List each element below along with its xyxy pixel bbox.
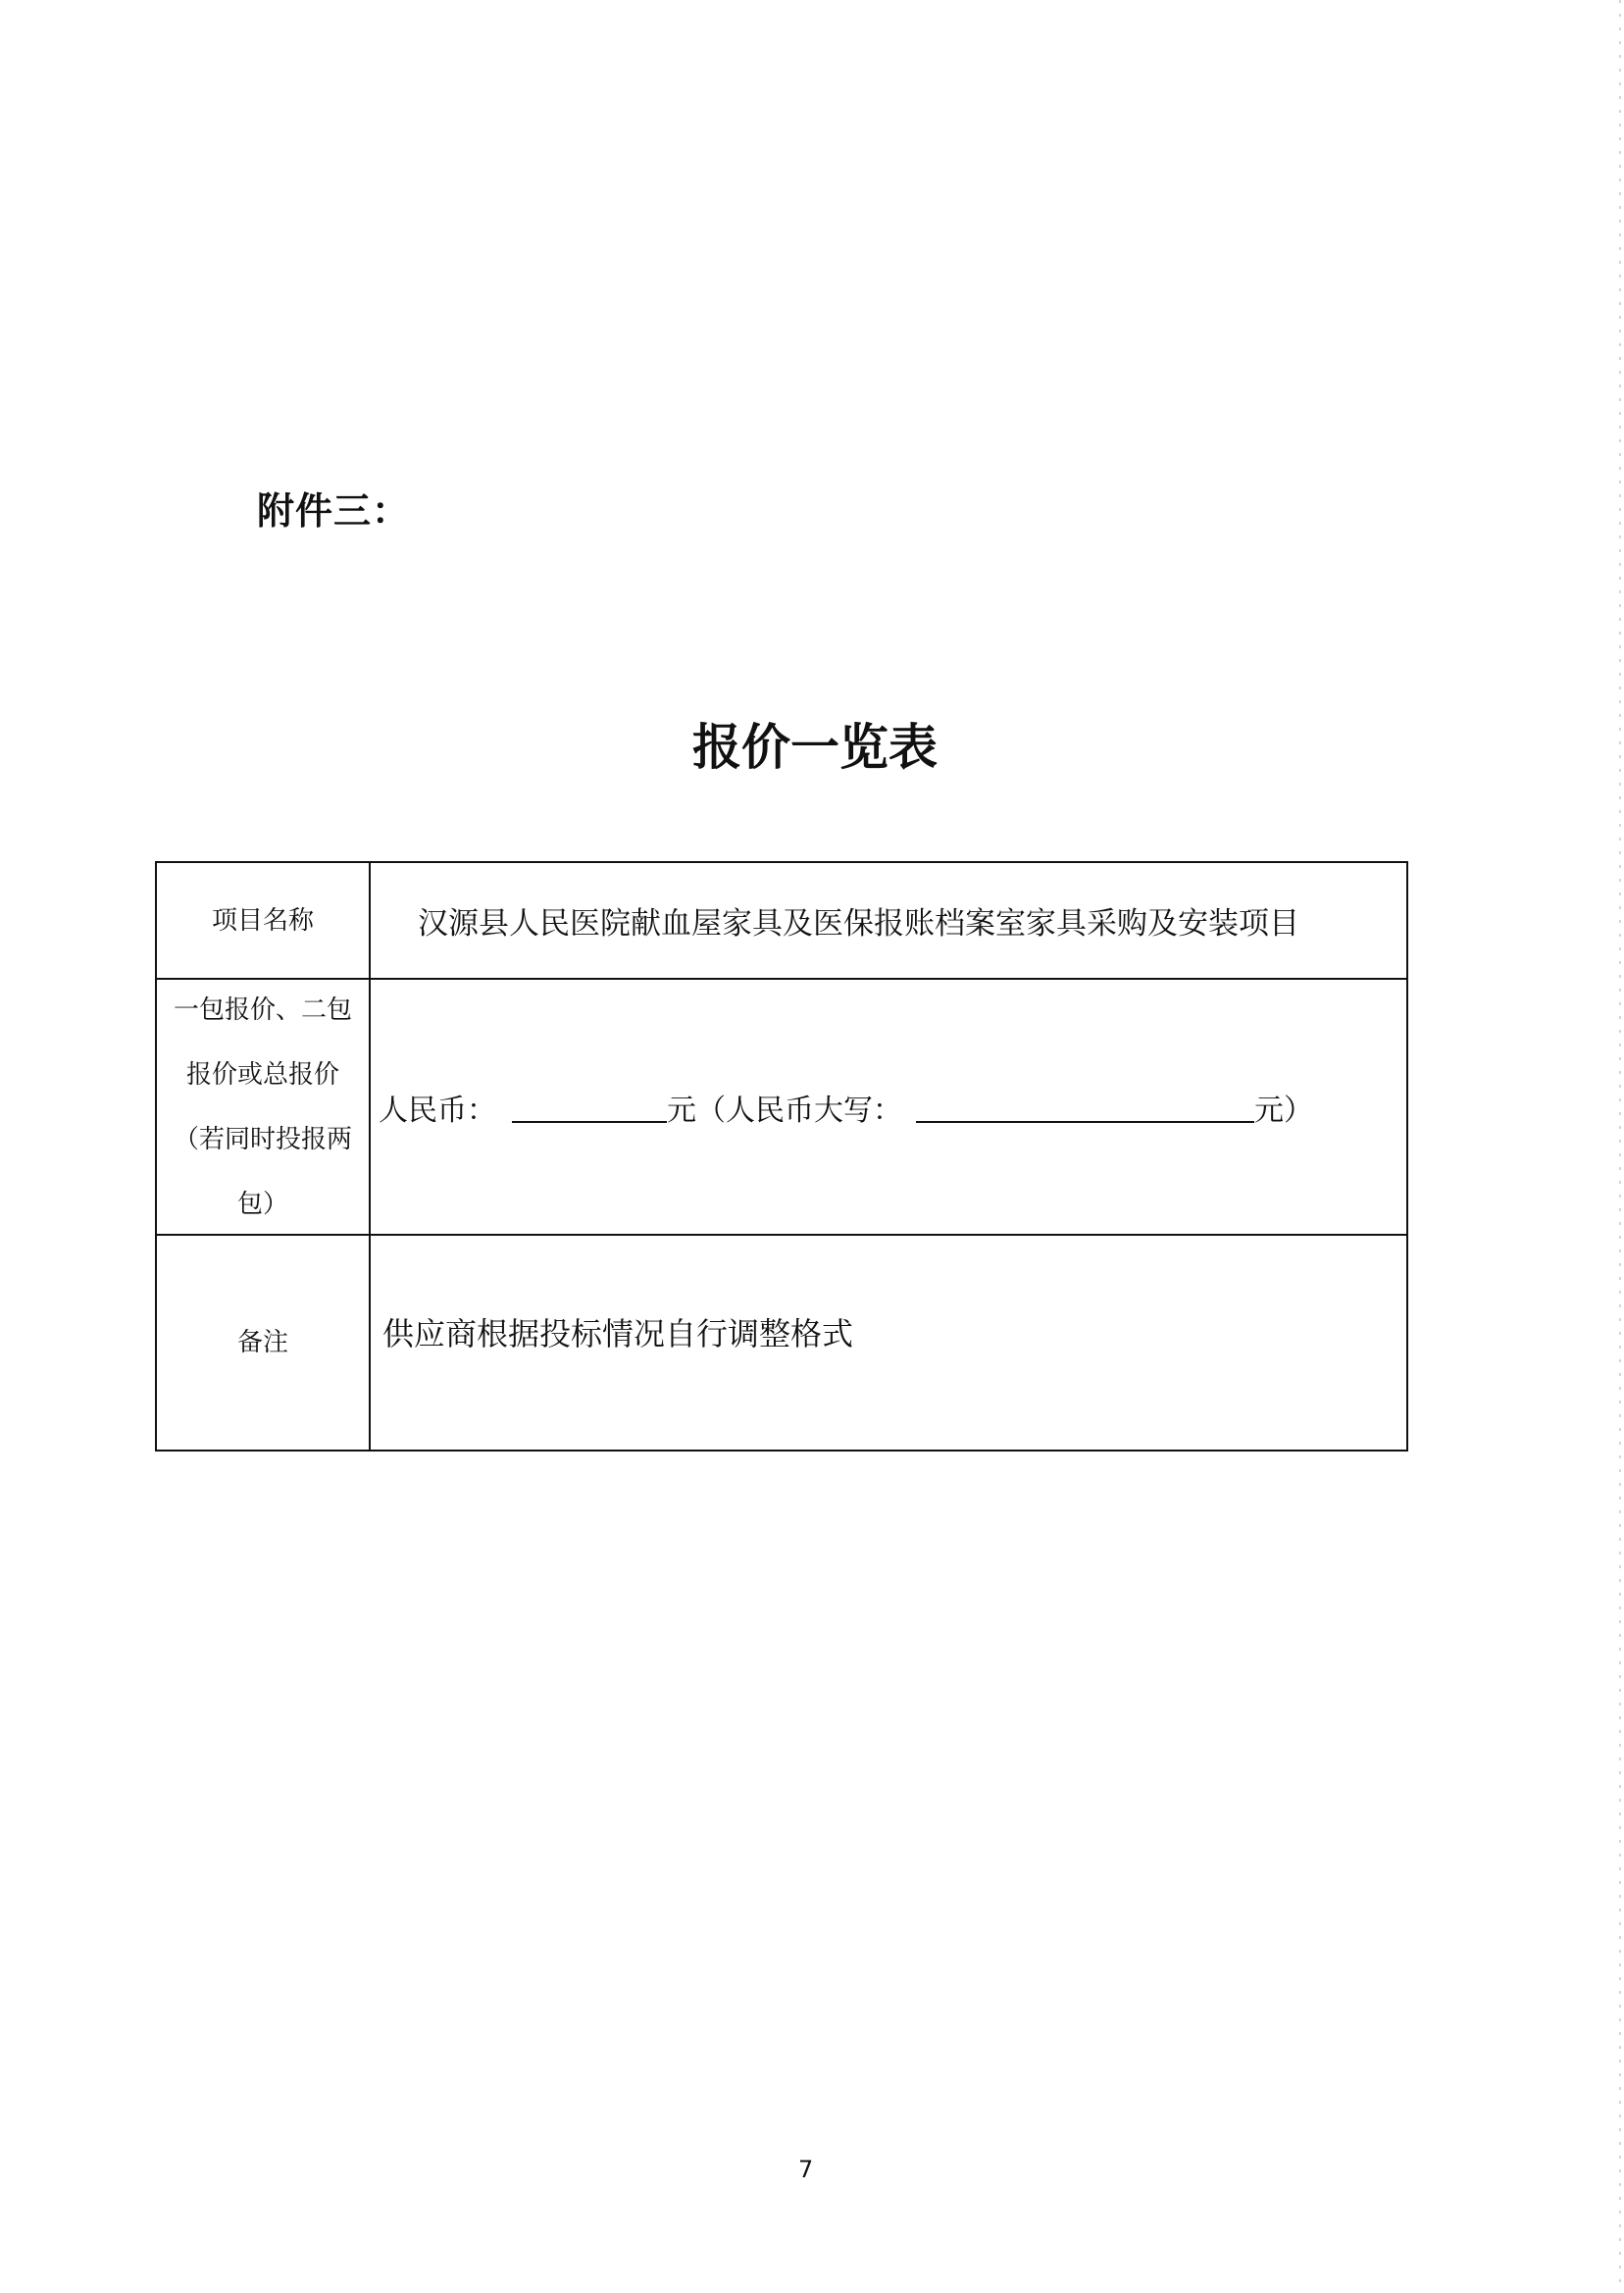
- project-name-label-cell: [157, 863, 369, 978]
- document-title: 报价一览表: [692, 719, 938, 776]
- rmb-prefix: 人民币：: [379, 1093, 496, 1128]
- attachment-label: 附件三：: [257, 489, 411, 533]
- project-name-label: 项目名称: [211, 905, 314, 936]
- quote-value-cell: [371, 980, 1406, 1234]
- quotation-table: [155, 861, 1408, 1452]
- rmb-suffix: 元）: [1254, 1093, 1313, 1128]
- quote-label-cell: [157, 980, 369, 1234]
- remarks-label: 备注: [236, 1328, 288, 1357]
- rmb-unit-and-uppercase-prefix: 元（人民币大写：: [667, 1093, 902, 1128]
- quote-label: 一包报价、二包报价或总报价（若同时投报两包）: [173, 994, 352, 1219]
- project-name-value-cell: [371, 863, 1406, 978]
- remarks-label-cell: [157, 1236, 369, 1450]
- remarks-value-cell: [371, 1236, 1406, 1450]
- page-number: 7: [798, 2156, 814, 2183]
- rmb-amount-field[interactable]: [512, 1092, 667, 1123]
- scan-edge-artifact: [1619, 0, 1621, 2293]
- rmb-uppercase-amount-field[interactable]: [916, 1092, 1254, 1123]
- remarks-value: 供应商根据投标情况自行调整格式: [382, 1315, 854, 1352]
- project-name-value: 汉源县人民医院献血屋家具及医保报账档案室家具采购及安装项目: [418, 906, 1299, 942]
